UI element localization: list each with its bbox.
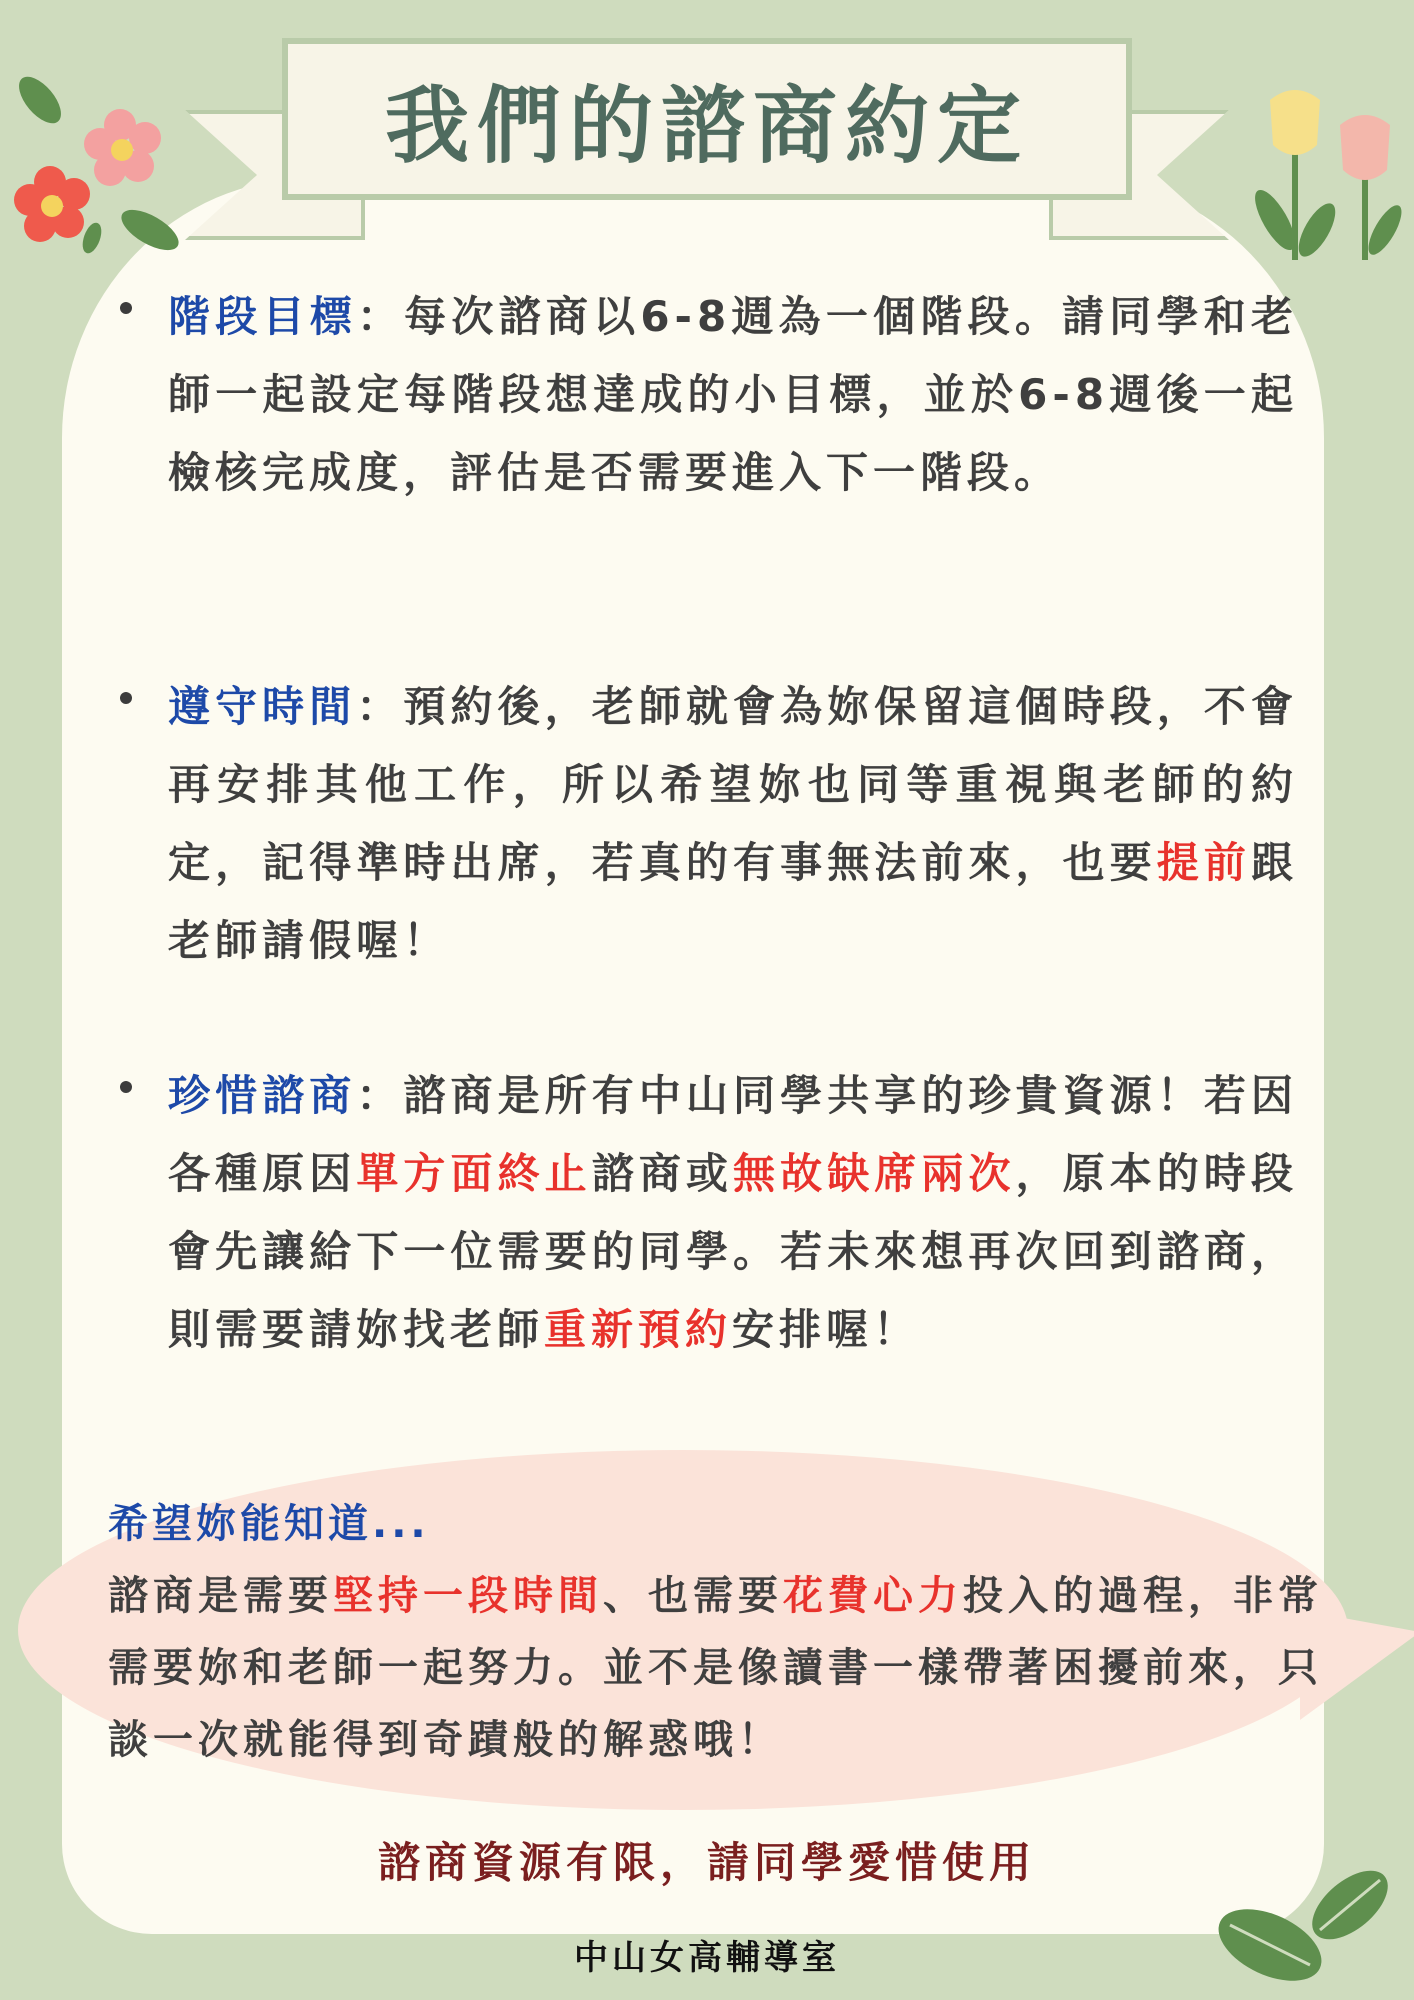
bullet-icon [120, 1081, 132, 1093]
page-title: 我們的諮商約定 [384, 76, 1029, 175]
footer-office: 中山女高輔導室 [574, 1938, 840, 1978]
title-banner [282, 38, 1132, 200]
note-title: 希望妳能知道... [108, 1501, 430, 1547]
bullet-icon [120, 692, 132, 704]
footer-slogan: 諮商資源有限，請同學愛惜使用 [377, 1838, 1036, 1887]
highlight-text: 無故缺席兩次 [733, 1149, 1016, 1198]
highlight-text: 花費心力 [783, 1573, 963, 1619]
bullet-icon [120, 302, 132, 314]
highlight-text: 提前 [1156, 838, 1251, 887]
rule-keyword: 珍惜諮商 [168, 1071, 357, 1120]
rule-text: 階段目標：每次諮商以6-8週為一個階段。請同學和老師一起設定每階段想達成的小目標，並於6-8週後一起檢核完成度，評估是否需要進入下一階段。 [168, 292, 1298, 497]
rule-keyword: 遵守時間 [168, 682, 357, 731]
highlight-text: 單方面終止 [356, 1149, 592, 1198]
highlight-text: 堅持一段時間 [333, 1573, 603, 1619]
tulip-right-icon [1235, 80, 1410, 270]
rule-keyword: 階段目標 [168, 292, 357, 341]
rule-text: 遵守時間：預約後，老師就會為妳保留這個時段，不會再安排其他工作，所以希望妳也同等重視與老師的約定，記得準時出席，若真的有事無法前來，也要提前跟老師請假喔！ [168, 682, 1298, 965]
note-text: 諮商是需要堅持一段時間、也需要花費心力投入的過程，非常需要妳和老師一起努力。並不是像讀書一樣帶著困擾前來，只談一次就能得到奇蹟般的解惑哦！ [108, 1573, 1323, 1763]
highlight-text: 重新預約 [544, 1305, 733, 1354]
rule-text: 珍惜諮商：諮商是所有中山同學共享的珍貴資源！若因各種原因單方面終止諮商或無故缺席兩次，原本的時段會先讓給下一位需要的同學。若未來想再次回到諮商，則需要請妳找老師重新預約安排喔！ [168, 1071, 1298, 1354]
flower-left-icon [10, 70, 180, 260]
